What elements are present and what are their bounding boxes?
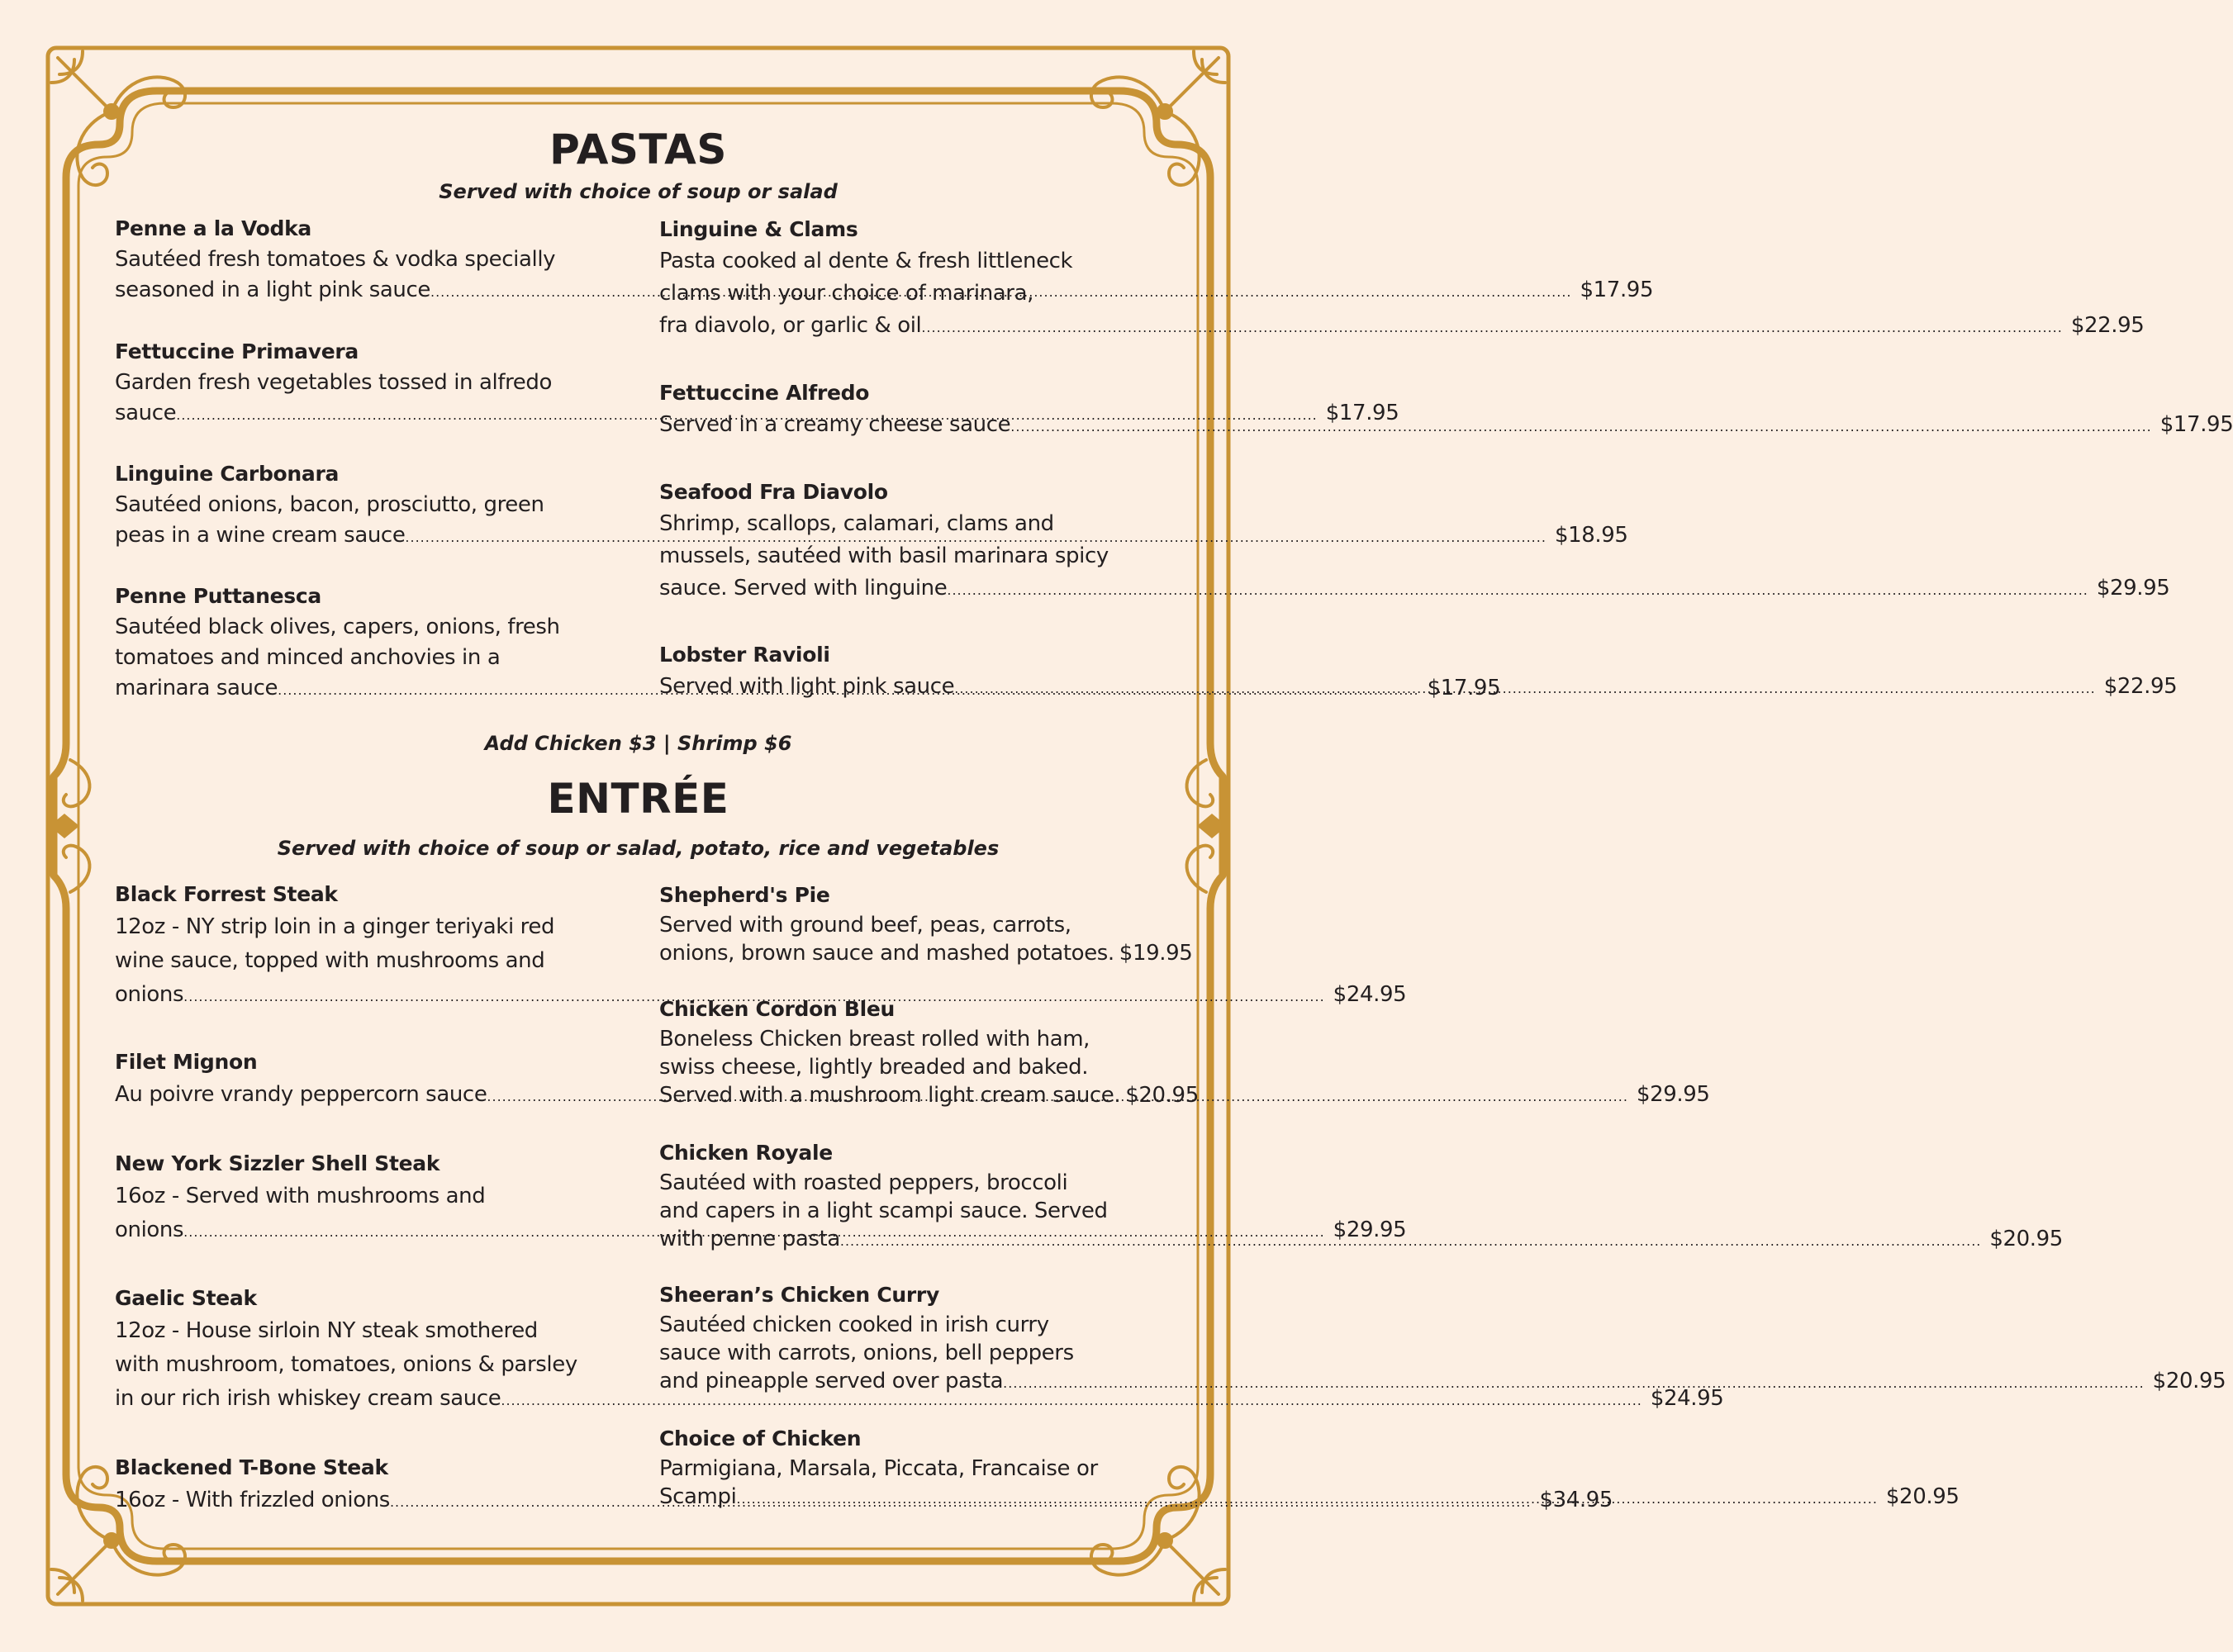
menu-item-price: $24.95 — [1650, 1386, 1724, 1411]
menu-item-description-line: 16oz - Served with mushrooms and — [115, 1184, 486, 1208]
menu-item-description-text: sauce. Served with linguine — [659, 576, 948, 601]
menu-item-description-line: Parmigiana, Marsala, Piccata, Francaise or — [659, 1456, 1098, 1481]
menu-item-description-text: Served with a mushroom light cream sauce. — [659, 1083, 1121, 1108]
menu-item-description-line — [659, 310, 2145, 344]
menu-item-description-text: with penne pasta — [659, 1227, 840, 1251]
menu-item-price: $20.95 — [1885, 1484, 1960, 1509]
dot-leader — [840, 1227, 1982, 1256]
menu-item-description-line: Sautéed with roasted peppers, broccoli — [659, 1170, 1068, 1195]
menu-item-name: Blackened T-Bone Steak — [115, 1455, 388, 1479]
menu-item-description-line: Shrimp, scallops, calamari, clams and — [659, 511, 1054, 536]
dot-leader — [954, 672, 2096, 705]
menu-item-price: $24.95 — [1333, 982, 1407, 1007]
menu-item-name: Chicken Royale — [659, 1141, 833, 1165]
menu-item-description-line: Boneless Chicken breast rolled with ham, — [659, 1027, 1090, 1051]
menu-item-description-line: Sautéed chicken cooked in irish curry — [659, 1313, 1049, 1337]
menu-item — [659, 880, 1193, 967]
menu-item-description-line: tomatoes and minced anchovies in a — [115, 645, 501, 670]
menu-item-description-line: Sautéed black olives, capers, onions, fresh — [115, 615, 560, 639]
dot-leader — [736, 1485, 1878, 1513]
menu-item-name: Penne a la Vodka — [115, 216, 311, 240]
menu-item-name: Fettuccine Alfredo — [659, 381, 870, 405]
menu-item-name: Fettuccine Primavera — [115, 339, 359, 363]
menu-item — [659, 1279, 2226, 1398]
dot-leader — [1010, 411, 2152, 443]
menu-item-price: $20.95 — [1125, 1083, 1199, 1108]
menu-item-price: $29.95 — [2096, 576, 2170, 601]
menu-item-description-line: Garden fresh vegetables tossed in alfredo — [115, 370, 553, 395]
menu-item-description-line: 12oz - House sirloin NY steak smothered — [115, 1318, 538, 1343]
menu-item-description-line — [115, 1382, 1724, 1417]
menu-item — [659, 994, 1199, 1109]
menu-item-name: Gaelic Steak — [115, 1286, 257, 1310]
menu-item-name: Filet Mignon — [115, 1050, 258, 1074]
menu-item-description-text: seasoned in a light pink sauce — [115, 278, 430, 302]
menu-item-price: $29.95 — [1636, 1082, 1710, 1107]
menu-item-name: Linguine Carbonara — [115, 462, 340, 486]
menu-item-name: Sheeran’s Chicken Curry — [659, 1283, 939, 1307]
menu-item-description-line — [659, 939, 1193, 967]
menu-item-description-line: with mushroom, tomatoes, onions & parsley — [115, 1352, 577, 1377]
menu-item-description-text: onions — [115, 1218, 184, 1242]
menu-item-description-text: 16oz - With frizzled onions — [115, 1488, 390, 1512]
menu-item-name: Black Forrest Steak — [115, 882, 338, 906]
menu-item-description-line: Sautéed onions, bacon, prosciutto, green — [115, 492, 544, 517]
menu-item-description-text: peas in a wine cream sauce — [115, 523, 406, 548]
menu-item-description-text: sauce — [115, 401, 177, 425]
menu-item-name: Chicken Cordon Bleu — [659, 997, 896, 1021]
menu-item-price: $17.95 — [1580, 278, 1654, 302]
menu-item-price: $22.95 — [2070, 313, 2145, 338]
menu-item-price: $17.95 — [1427, 676, 1501, 700]
menu-item-price: $34.95 — [1539, 1488, 1613, 1512]
menu-item-name: Lobster Ravioli — [659, 643, 830, 667]
pastas-title: PASTAS — [549, 126, 727, 173]
dot-leader — [1003, 1370, 2145, 1398]
menu-item-description-line: wine sauce, topped with mushrooms and — [115, 948, 545, 973]
menu-item-name: Seafood Fra Diavolo — [659, 480, 888, 504]
menu-item-price: $22.95 — [2103, 674, 2178, 699]
menu-item-price: $20.95 — [2152, 1369, 2226, 1393]
menu-item-description-line — [659, 1367, 2226, 1398]
menu-item-description-line: clams with your choice of marinara, — [659, 281, 1033, 306]
menu-item-description-text: marinara sauce — [115, 676, 278, 700]
menu-item-price: $20.95 — [1989, 1227, 2063, 1251]
menu-item-name: Choice of Chicken — [659, 1427, 862, 1450]
menu-item-description-line — [659, 572, 2170, 606]
menu-item-description-line: mussels, sautéed with basil marinara spicy — [659, 544, 1109, 568]
menu-item-description-line: 12oz - NY strip loin in a ginger teriyaki red — [115, 914, 555, 939]
menu-item-description-text: and pineapple served over pasta — [659, 1369, 1004, 1393]
menu-item-description-line: Sautéed fresh tomatoes & vodka specially — [115, 247, 556, 272]
menu-item-description-line: and capers in a light scampi sauce. Served — [659, 1199, 1108, 1223]
menu-item-description-text: fra diavolo, or garlic & oil — [659, 313, 922, 338]
menu-item-description-line: Served with ground beef, peas, carrots, — [659, 913, 1071, 938]
menu-item-description-line — [659, 1081, 1199, 1109]
menu-item-description-line: sauce with carrots, onions, bell peppers — [659, 1341, 1074, 1365]
entree-subtitle: Served with choice of soup or salad, potato, rice and vegetables — [277, 837, 1000, 860]
menu-item-price: $19.95 — [1119, 941, 1193, 966]
menu-item-name: Penne Puttanesca — [115, 584, 321, 608]
menu-item-name: New York Sizzler Shell Steak — [115, 1151, 440, 1175]
menu-item-description-text: Served with light pink sauce — [659, 674, 955, 699]
menu-item-description-text: Scampi — [659, 1484, 737, 1509]
menu-item-description-line: Pasta cooked al dente & fresh littleneck — [659, 249, 1073, 273]
menu-item — [659, 377, 2233, 443]
menu-item-price: $17.95 — [1325, 401, 1399, 425]
menu-item-description-text: Au poivre vrandy peppercorn sauce — [115, 1082, 487, 1107]
menu-item-description-text: onions, brown sauce and mashed potatoes. — [659, 941, 1114, 966]
menu-item-description-text: onions — [115, 982, 184, 1007]
menu-item-name: Linguine & Clams — [659, 217, 858, 241]
menu-item-price: $18.95 — [1554, 523, 1628, 548]
dot-leader — [921, 311, 2063, 344]
dot-leader — [947, 574, 2088, 606]
menu-item-description-line — [659, 409, 2233, 443]
menu-item-description-text: in our rich irish whiskey cream sauce — [115, 1386, 501, 1411]
pastas-add-on-note: Add Chicken $3 | Shrimp $6 — [484, 732, 792, 755]
menu-item-name: Shepherd's Pie — [659, 883, 830, 907]
menu-item-price: $29.95 — [1333, 1218, 1407, 1242]
entree-title: ENTRÉE — [547, 775, 729, 823]
menu-item-description-text: Served in a creamy cheese sauce — [659, 412, 1011, 437]
menu-item-price: $17.95 — [2159, 412, 2233, 437]
pastas-subtitle: Served with choice of soup or salad — [439, 180, 838, 203]
menu-item-description-line: swiss cheese, lightly breaded and baked. — [659, 1055, 1089, 1080]
